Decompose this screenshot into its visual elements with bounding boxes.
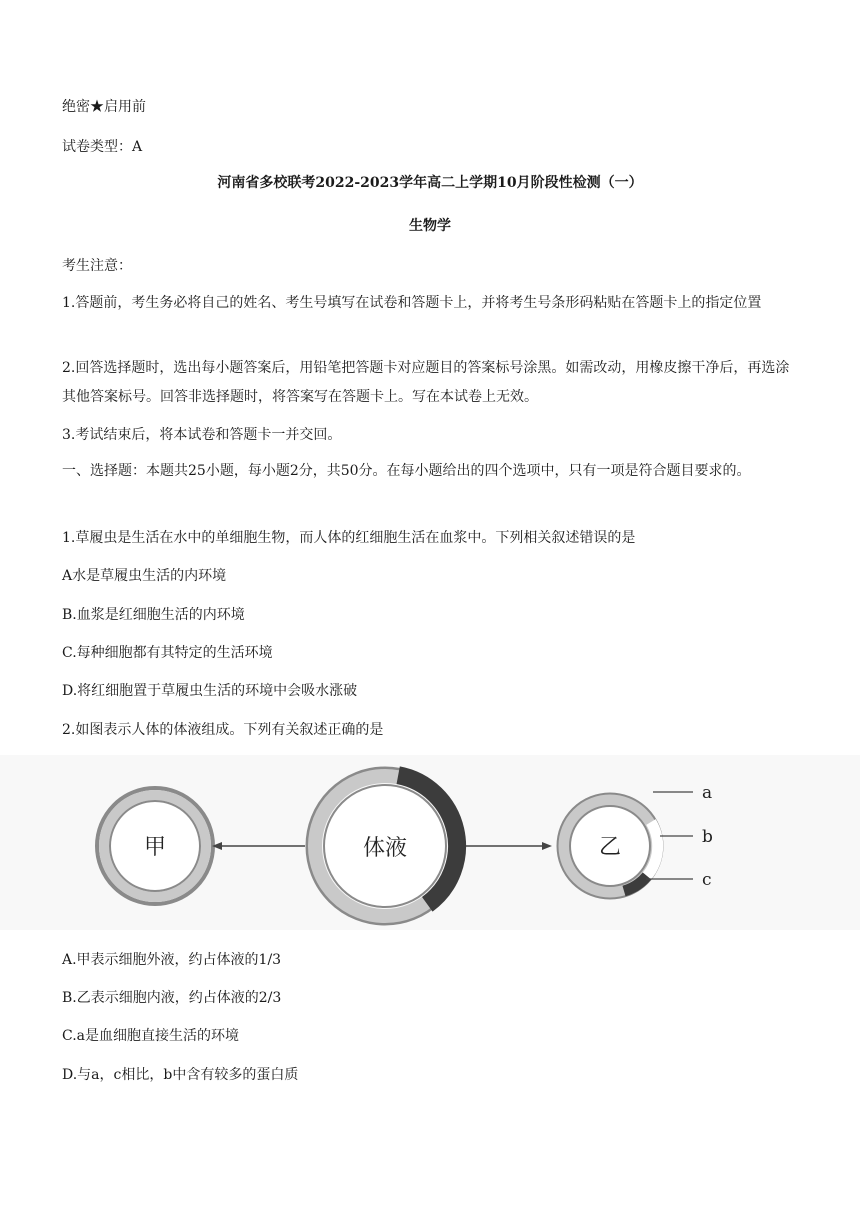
q1-option-a: A水是草履虫生活的内环境 [62, 568, 227, 584]
q2-option-d: D.与a，c相比，b中含有较多的蛋白质 [62, 1067, 299, 1083]
notice-heading: 考生注意： [62, 258, 132, 274]
body-fluid-diagram [0, 755, 860, 930]
legend-a: a [702, 783, 713, 803]
center-circle-label: 体液 [362, 836, 408, 861]
section-heading: 一、选择题：本题共25小题，每小题2分，共50分。在每小题给出的四个选项中，只有一项是符合题目要求的。 [62, 463, 751, 479]
q2-option-b: B.乙表示细胞内液，约占体液的2/3 [62, 990, 282, 1006]
question-1-stem: 1.草履虫是生活在水中的单细胞生物，而人体的红细胞生活在血浆中。下列相关叙述错误的是 [62, 530, 636, 546]
q1-option-d: D.将红细胞置于草履虫生活的环境中会吸水涨破 [62, 683, 358, 699]
q1-option-c: C.每种细胞都有其特定的生活环境 [62, 645, 273, 661]
question-2-stem: 2.如图表示人体的体液组成。下列有关叙述正确的是 [62, 722, 384, 738]
notice-item-1: 1.答题前，考生务必将自己的姓名、考生号填写在试卷和答题卡上，并将考生号条形码粘贴在答题卡上的指定位置 [62, 295, 762, 311]
q2-option-c: C.a是血细胞直接生活的环境 [62, 1028, 240, 1044]
exam-title: 河南省多校联考2022-2023学年高二上学期10月阶段性检测（一） [217, 175, 643, 191]
paper-type-label: 试卷类型：A [62, 139, 143, 155]
legend-b: b [702, 827, 713, 847]
confidential-label: 绝密★启用前 [62, 99, 146, 115]
legend-c: c [702, 870, 712, 890]
notice-item-2: 2.回答选择题时，选出每小题答案后，用铅笔把答题卡对应题目的答案标号涂黑。如需改动，用橡皮擦干净后，再选涂其他答案标号。回答非选择题时，将答案写在答题卡上。写在本试卷上无效。 [62, 360, 790, 405]
q1-option-b: B.血浆是红细胞生活的内环境 [62, 607, 245, 623]
notice-item-3: 3.考试结束后，将本试卷和答题卡一并交回。 [62, 427, 342, 443]
right-circle-label: 乙 [598, 835, 622, 860]
subject-title: 生物学 [409, 218, 451, 234]
left-circle-label: 甲 [143, 835, 167, 860]
q2-option-a: A.甲表示细胞外液，约占体液的1/3 [62, 952, 282, 968]
